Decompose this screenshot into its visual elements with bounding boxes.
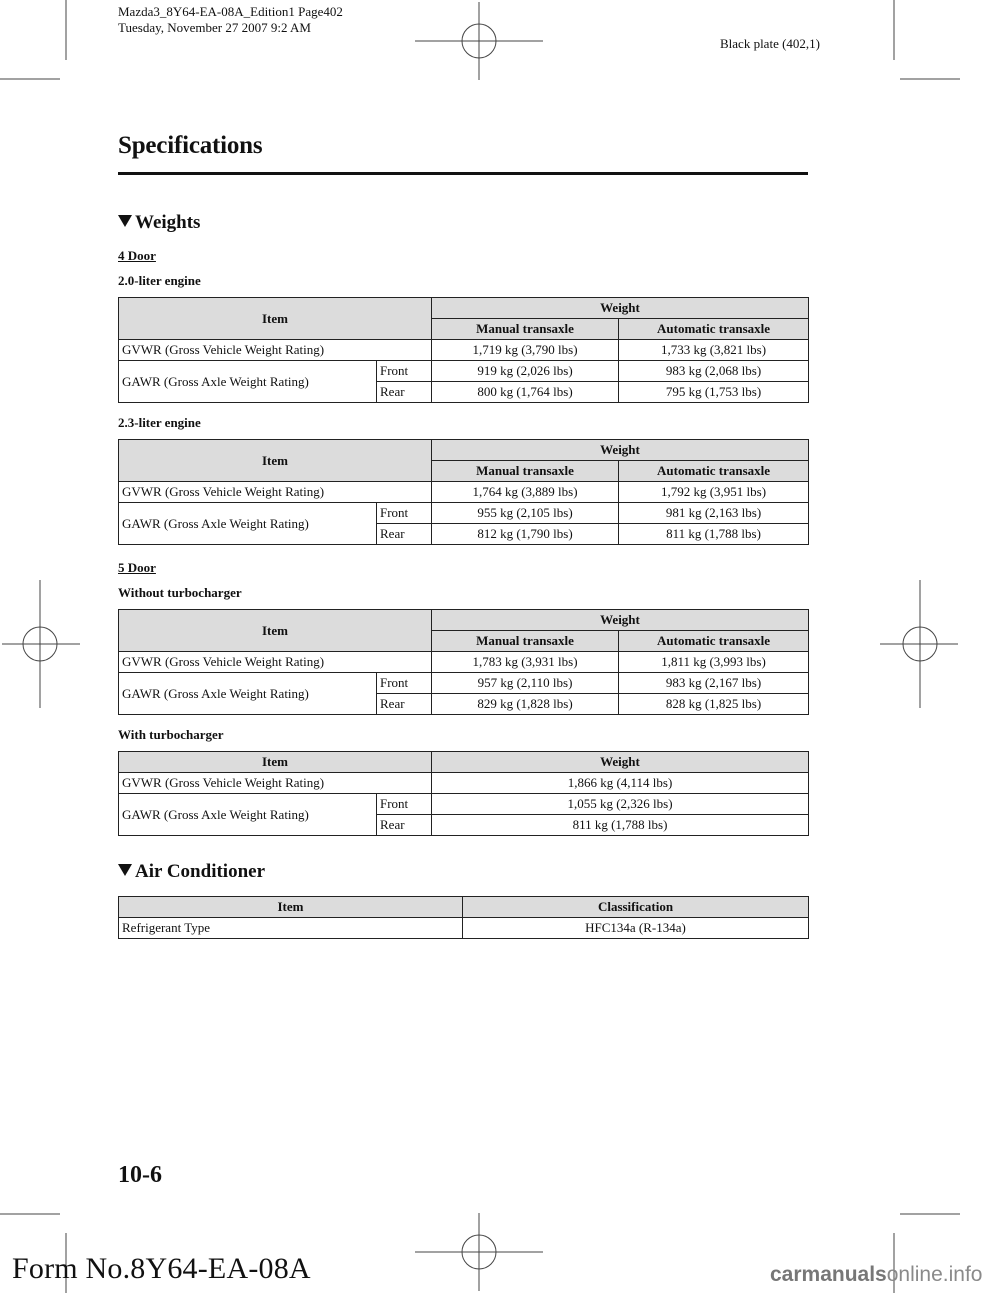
weights-table-4door-23 [118,439,809,545]
front-value: 1,055 kg (2,326 lbs) [432,794,809,815]
gawr-label: GAWR (Gross Axle Weight Rating) [119,361,377,403]
aircon-heading-text: Air Conditioner [135,861,266,882]
front-label: Front [377,673,432,694]
gvwr-manual: 1,719 kg (3,790 lbs) [432,340,619,361]
noturbo-label: Without turbocharger [118,585,242,600]
watermark-suffix: online.info [886,1263,982,1286]
aircon-heading [118,861,265,883]
table-row [119,918,809,939]
aircon-table [118,896,809,939]
rear-label: Rear [377,815,432,836]
header-manual: Manual transaxle [432,631,619,652]
header-item: Item [119,440,432,482]
header-weight: Weight [432,610,809,631]
page-number: 10-6 [118,1162,162,1188]
header-manual: Manual transaxle [432,319,619,340]
watermark [770,1263,982,1287]
header-manual: Manual transaxle [432,461,619,482]
table-row [119,652,809,673]
table-row [119,794,809,815]
table-row [119,773,809,794]
watermark-prefix: carmanuals [770,1263,887,1286]
gvwr-automatic: 1,792 kg (3,951 lbs) [619,482,809,503]
table-row [119,482,809,503]
weights-table-4door-20 [118,297,809,403]
rear-value: 811 kg (1,788 lbs) [432,815,809,836]
front-automatic: 983 kg (2,068 lbs) [619,361,809,382]
weights-table-5door-noturbo [118,609,809,715]
weights-table-5door-turbo [118,751,809,836]
rear-manual: 800 kg (1,764 lbs) [432,382,619,403]
table-row [119,361,809,382]
header-automatic: Automatic transaxle [619,631,809,652]
front-manual: 955 kg (2,105 lbs) [432,503,619,524]
table-row [119,340,809,361]
rear-automatic: 828 kg (1,825 lbs) [619,694,809,715]
gvwr-value: 1,866 kg (4,114 lbs) [432,773,809,794]
section-title: Specifications [118,132,263,159]
gvwr-manual: 1,783 kg (3,931 lbs) [432,652,619,673]
plate-info: Black plate (402,1) [720,36,820,51]
gvwr-automatic: 1,811 kg (3,993 lbs) [619,652,809,673]
front-manual: 919 kg (2,026 lbs) [432,361,619,382]
header-item: Item [119,298,432,340]
gvwr-label: GVWR (Gross Vehicle Weight Rating) [119,340,432,361]
front-label: Front [377,361,432,382]
door4-label: 4 Door [118,248,156,263]
door5-label: 5 Door [118,560,156,575]
header-item: Item [119,752,432,773]
rear-label: Rear [377,382,432,403]
engine20-label: 2.0-liter engine [118,273,201,288]
header-classification: Classification [463,897,809,918]
gawr-label: GAWR (Gross Axle Weight Rating) [119,794,377,836]
gvwr-manual: 1,764 kg (3,889 lbs) [432,482,619,503]
refrigerant-value: HFC134a (R-134a) [463,918,809,939]
header-weight: Weight [432,752,809,773]
rear-manual: 829 kg (1,828 lbs) [432,694,619,715]
front-manual: 957 kg (2,110 lbs) [432,673,619,694]
engine23-label: 2.3-liter engine [118,415,201,430]
date-line: Tuesday, November 27 2007 9:2 AM [118,20,311,35]
refrigerant-label: Refrigerant Type [119,918,463,939]
rear-manual: 812 kg (1,790 lbs) [432,524,619,545]
weights-heading-text: Weights [135,212,201,233]
header-automatic: Automatic transaxle [619,461,809,482]
section-rule [118,172,808,175]
table-row [119,673,809,694]
header-item: Item [119,897,463,918]
gawr-label: GAWR (Gross Axle Weight Rating) [119,673,377,715]
gvwr-label: GVWR (Gross Vehicle Weight Rating) [119,652,432,673]
weights-heading [118,212,200,234]
front-automatic: 981 kg (2,163 lbs) [619,503,809,524]
front-label: Front [377,794,432,815]
rear-automatic: 795 kg (1,753 lbs) [619,382,809,403]
rear-automatic: 811 kg (1,788 lbs) [619,524,809,545]
header-automatic: Automatic transaxle [619,319,809,340]
front-label: Front [377,503,432,524]
header-item: Item [119,610,432,652]
header-weight: Weight [432,440,809,461]
file-info-line: Mazda3_8Y64-EA-08A_Edition1 Page402 [118,4,343,19]
gawr-label: GAWR (Gross Axle Weight Rating) [119,503,377,545]
front-automatic: 983 kg (2,167 lbs) [619,673,809,694]
gvwr-automatic: 1,733 kg (3,821 lbs) [619,340,809,361]
gvwr-label: GVWR (Gross Vehicle Weight Rating) [119,773,432,794]
triangle-bullet-icon [118,864,132,876]
header-weight: Weight [432,298,809,319]
form-number: Form No.8Y64-EA-08A [12,1252,311,1285]
table-row [119,503,809,524]
gvwr-label: GVWR (Gross Vehicle Weight Rating) [119,482,432,503]
rear-label: Rear [377,694,432,715]
turbo-label: With turbocharger [118,727,224,742]
triangle-bullet-icon [118,215,132,227]
rear-label: Rear [377,524,432,545]
